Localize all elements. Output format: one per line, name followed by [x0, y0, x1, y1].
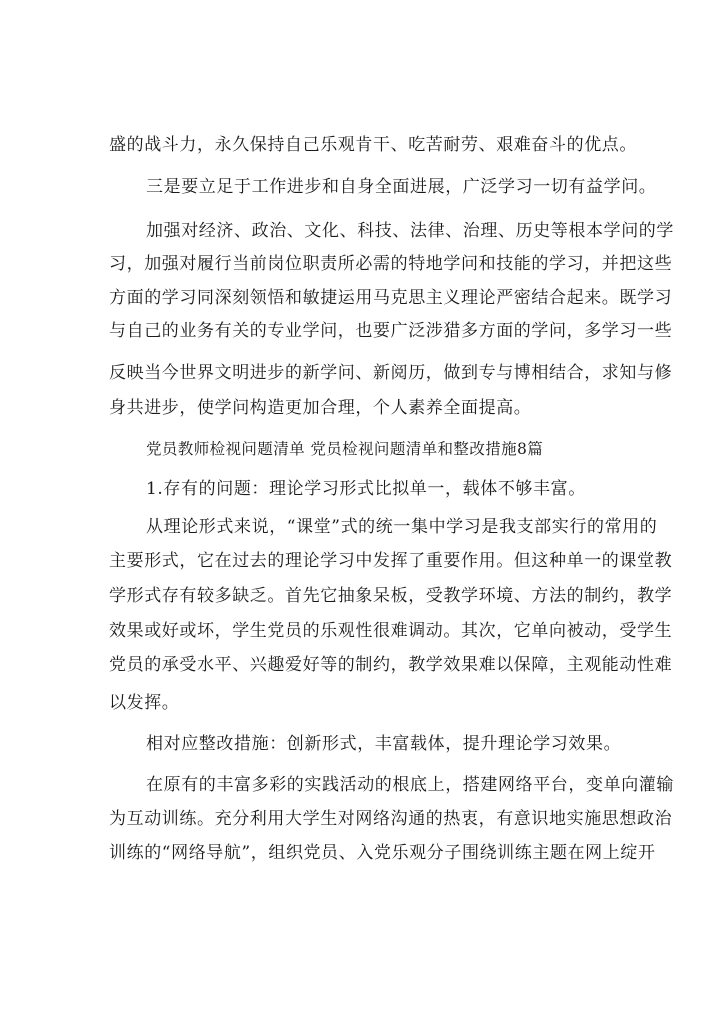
paragraph-line-16: 以发挥。: [109, 693, 180, 713]
paragraph-line-3: 加强对经济、政治、文化、科技、法律、治理、历史等根本学问的学: [146, 221, 674, 241]
paragraph-line-6: 与自己的业务有关的专业学问，也要广泛涉猎多方面的学问，多学习一些: [109, 321, 673, 341]
section-heading: 党员教师检视问题清单 党员检视问题清单和整改措施8篇: [146, 440, 544, 458]
paragraph-line-12: 主要形式，它在过去的理论学习中发挥了重要作用。但这种单一的课堂教: [109, 551, 673, 571]
paragraph-line-1: 盛的战斗力，永久保持自己乐观肯干、吃苦耐劳、艰难奋斗的优点。: [109, 135, 637, 155]
paragraph-line-4: 习，加强对履行当前岗位职责所必需的特地学问和技能的学习，并把这些: [109, 254, 673, 274]
issue-heading: 1.存有的问题：理论学习形式比拟单一，载体不够丰富。: [146, 479, 586, 499]
paragraph-line-20: 训练的“网络导航”，组织党员、入党乐观分子围绕训练主题在网上绽开: [109, 843, 656, 863]
paragraph-line-15: 党员的承受水平、兴趣爱好等的制约，教学效果难以保障，主观能动性难: [109, 655, 673, 675]
paragraph-line-7: 反映当今世界文明进步的新学问、新阅历，做到专与博相结合，求知与修: [109, 363, 673, 383]
paragraph-line-2: 三是要立足于工作进步和自身全面进展，广泛学习一切有益学问。: [146, 177, 657, 197]
measure-heading: 相对应整改措施：创新形式，丰富载体，提升理论学习效果。: [146, 734, 622, 754]
paragraph-line-8: 身共进步，使学问构造更加合理，个人素养全面提高。: [109, 398, 532, 418]
paragraph-line-11: 从理论形式来说，“课堂”式的统一集中学习是我支部实行的常用的: [146, 517, 658, 537]
paragraph-line-18: 在原有的丰富多彩的实践活动的根底上，搭建网络平台，变单向灌输: [146, 775, 674, 795]
paragraph-line-13: 学形式存有较多缺乏。首先它抽象呆板，受教学环境、方法的制约，教学: [109, 586, 673, 606]
paragraph-line-14: 效果或好或坏，学生党员的乐观性很难调动。其次，它单向被动，受学生: [109, 621, 673, 641]
paragraph-line-19: 为互动训练。充分利用大学生对网络沟通的热衷，有意识地实施思想政治: [109, 809, 673, 829]
paragraph-line-5: 方面的学习同深刻领悟和敏捷运用马克思主义理论严密结合起来。既学习: [109, 288, 673, 308]
